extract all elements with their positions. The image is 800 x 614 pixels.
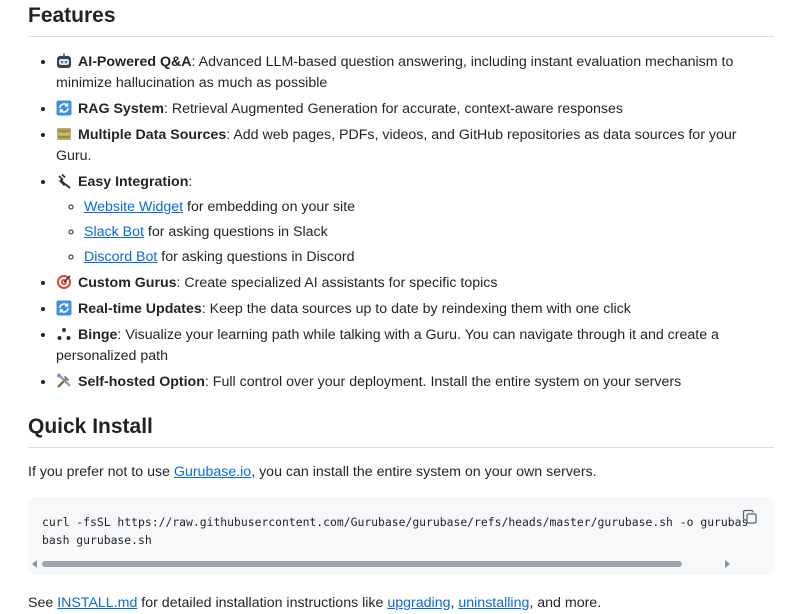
readme-content — [28, 0, 774, 614]
feature-title: Binge — [78, 327, 118, 343]
feature-title: Easy Integration — [78, 174, 189, 190]
feature-item: • Binge: Visualize your learning path while talking with a Guru. You can navigate through it and create a personalized path — [56, 324, 774, 367]
feature-title: AI-Powered Q&A — [78, 54, 192, 70]
graph-dots-icon — [56, 326, 72, 342]
upgrading-link[interactable]: upgrading — [387, 595, 451, 611]
refresh-icon — [56, 300, 72, 316]
install-md-link[interactable]: INSTALL.md — [57, 595, 138, 611]
website-widget-link[interactable]: Website Widget — [84, 199, 184, 215]
feature-description: Visualize your learning path while talking with a Guru. You can navigate through it and create a personalized path — [56, 327, 719, 364]
feature-title: Real-time Updates — [78, 301, 202, 317]
feature-description: Create specialized AI assistants for specific topics — [180, 275, 498, 291]
install-footer: See INSTALL.md for detailed installation instructions like upgrading, uninstalling, and more. — [28, 595, 602, 611]
install-command[interactable]: curl -fsSL https://raw.githubusercontent.com/Gurubase/gurubase/refs/heads/master/gurubase.sh -o gurubas bash gurubase.sh — [42, 515, 749, 547]
scroll-right-arrow-icon[interactable] — [725, 560, 730, 568]
refresh-icon — [56, 100, 72, 116]
plug-icon — [56, 173, 72, 189]
feature-item: • Multiple Data Sources: Add web pages, PDFs, videos, and GitHub repositories as data sources for your Guru. — [56, 124, 774, 167]
features-list — [28, 51, 774, 393]
copy-icon[interactable] — [742, 509, 760, 527]
feature-description: Advanced LLM-based question answering, including instant evaluation mechanism to minimize hallucination as much as possible — [56, 54, 734, 91]
install-code-block[interactable] — [28, 497, 774, 575]
feature-item: • RAG System: Retrieval Augmented Generation for accurate, context-aware responses — [56, 98, 774, 120]
quick-install-heading: Quick Install — [28, 415, 774, 448]
horizontal-scrollbar[interactable] — [28, 559, 774, 569]
feature-item: • Easy Integration: ◦ Website Widget for embedding on your site ◦ Slack Bot for asking questions in Slack ◦ Discord Bot for asking questions in Discord — [56, 171, 774, 268]
gurubase-io-link[interactable]: Gurubase.io — [173, 464, 252, 480]
discord-bot-link[interactable]: Discord Bot — [84, 249, 158, 265]
feature-description: Keep the data sources up to date by reindexing them with one click — [205, 301, 631, 317]
feature-title: RAG System — [78, 101, 164, 117]
feature-item: • AI-Powered Q&A: Advanced LLM-based question answering, including instant evaluation mechanism to minimize hallucination as much as possible — [56, 51, 774, 94]
slack-bot-link[interactable]: Slack Bot — [84, 224, 144, 240]
feature-item: • Real-time Updates: Keep the data sources up to date by reindexing them with one click — [56, 298, 774, 320]
feature-title: Self-hosted Option — [78, 374, 205, 390]
feature-title: Custom Gurus — [78, 275, 177, 291]
integration-item: ◦ Slack Bot for asking questions in Slack — [84, 222, 774, 243]
integrations-list — [56, 197, 774, 268]
feature-description: Retrieval Augmented Generation for accurate, context-aware responses — [167, 101, 623, 117]
scroll-left-arrow-icon[interactable] — [32, 560, 37, 568]
integration-item: ◦ Discord Bot for asking questions in Discord — [84, 247, 774, 268]
feature-description: Full control over your deployment. Install the entire system on your servers — [208, 374, 682, 390]
robot-icon — [56, 53, 72, 69]
features-heading: Features — [28, 4, 774, 37]
tools-icon — [56, 373, 72, 389]
card-index-icon — [56, 126, 72, 142]
feature-title: Multiple Data Sources — [78, 127, 227, 143]
target-icon — [56, 274, 72, 290]
integration-item: ◦ Website Widget for embedding on your site — [84, 197, 774, 218]
feature-item: • Self-hosted Option: Full control over your deployment. Install the entire system on your servers — [56, 371, 774, 393]
feature-item: • Custom Gurus: Create specialized AI assistants for specific topics — [56, 272, 774, 294]
uninstalling-link[interactable]: uninstalling — [458, 595, 530, 611]
feature-description: Add web pages, PDFs, videos, and GitHub repositories as data sources for your Guru. — [56, 127, 737, 164]
install-intro: If you prefer not to use Gurubase.io, you can install the entire system on your own servers. — [28, 464, 597, 480]
scrollbar-thumb[interactable] — [42, 561, 682, 567]
